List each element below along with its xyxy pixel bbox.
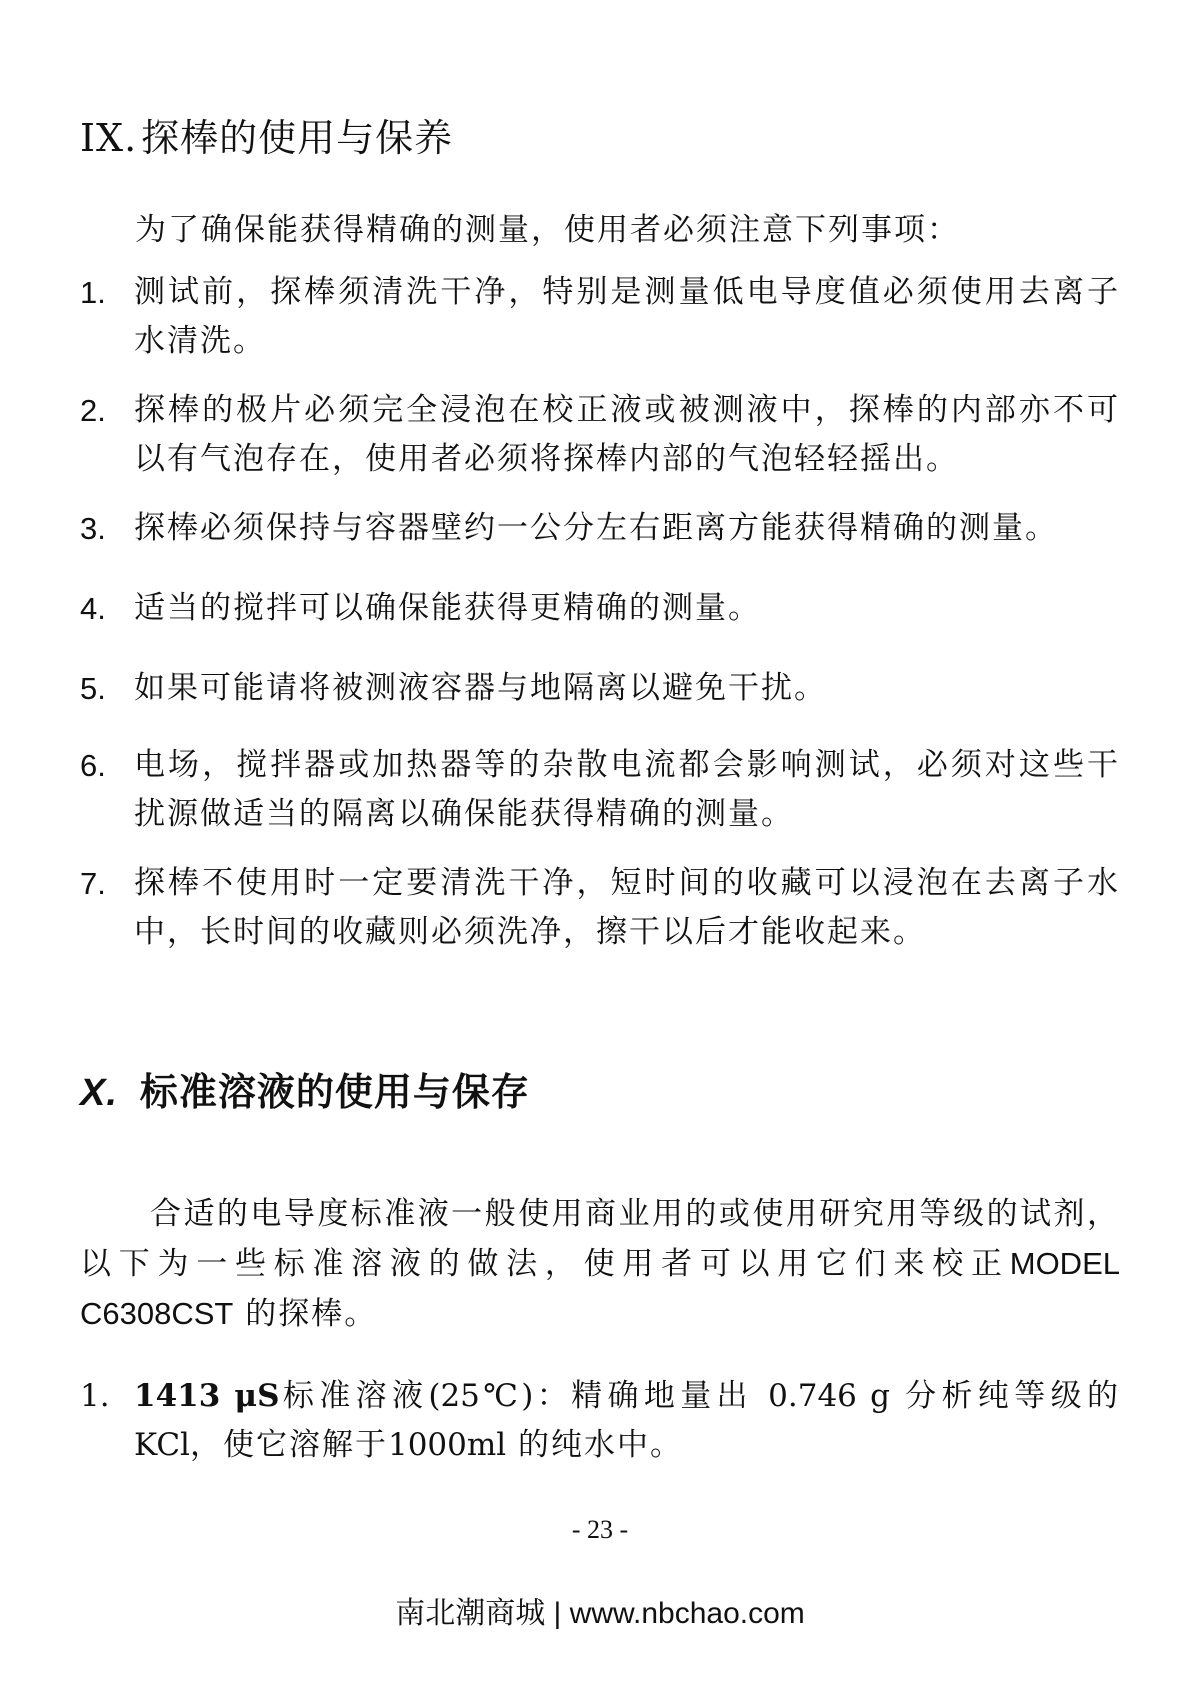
- item-text: 探棒必须保持与容器壁约一公分左右距离方能获得精确的测量。: [134, 510, 1058, 546]
- conductivity-value: 1413 μS: [134, 1378, 280, 1414]
- temperature-condition: (25℃)：: [428, 1378, 572, 1414]
- instruction-text: 分析纯等级的: [889, 1378, 1120, 1414]
- intro-text-end: 的探棒。: [233, 1296, 378, 1332]
- list-item: [80, 504, 1120, 553]
- instruction-text: ，使它溶解于: [189, 1427, 388, 1463]
- section-title-text: 探棒的使用与保养: [141, 116, 454, 160]
- model-name: MODEL C6308CST: [80, 1246, 1120, 1331]
- item-number: 1.: [80, 275, 106, 310]
- intro-text: 合适的电导度标准液一般使用商业用的或使用研究用等级的试剂，以下为一些标准溶液的做法，使用者可以用它们来校正: [80, 1196, 1120, 1282]
- item-text: 探棒的极片必须完全浸泡在校正液或被测液中，探棒的内部亦不可以有气泡存在，使用者必须将探棒内部的气泡轻轻摇出。: [134, 392, 1120, 477]
- list-item: [80, 268, 1120, 366]
- section-title-standard-solutions: [80, 1066, 530, 1119]
- item-number: 3.: [80, 511, 106, 546]
- list-item: [80, 741, 1120, 839]
- item-number: 6.: [80, 748, 106, 783]
- section-number: X.: [80, 1072, 118, 1114]
- item-text: 如果可能请将被测液容器与地隔离以避免干扰。: [134, 670, 827, 706]
- section-number: IX.: [80, 116, 138, 160]
- list-item: [80, 664, 1120, 713]
- item-text: 探棒不使用时一定要清洗干净，短时间的收藏可以浸泡在去离子水中，长时间的收藏则必须洗净，擦干以后才能收起来。: [134, 865, 1120, 950]
- compound-name: KCl: [134, 1427, 190, 1463]
- list-item: [80, 584, 1120, 633]
- item-number: 5.: [80, 671, 106, 706]
- section-title-probe-care: [80, 112, 453, 164]
- item-number: 7.: [80, 866, 106, 901]
- page-number: - 23 -: [571, 1515, 629, 1544]
- section-title-text: 标准溶液的使用与保存: [139, 1070, 530, 1114]
- item-number: 1.: [80, 1378, 110, 1414]
- instruction-text: 的纯水中。: [506, 1427, 684, 1463]
- item-text: [134, 1372, 1120, 1470]
- list-item: [80, 1372, 1120, 1470]
- item-text: 测试前，探棒须清洗干净，特别是测量低电导度值必须使用去离子水清洗。: [134, 274, 1120, 359]
- solution-label: 标准溶液: [279, 1378, 429, 1414]
- mass-value: 0.746 g: [768, 1378, 890, 1414]
- item-text: 电场，搅拌器或加热器等的杂散电流都会影响测试，必须对这些干扰源做适当的隔离以确保能获得精确的测量。: [134, 747, 1120, 832]
- section-intro: [80, 1190, 1120, 1339]
- list-item: [80, 386, 1120, 484]
- item-number: 4.: [80, 591, 106, 626]
- volume-value: 1000ml: [387, 1427, 507, 1463]
- item-number: 2.: [80, 393, 106, 428]
- instruction-text: 精确地量出: [571, 1378, 769, 1414]
- item-text: 适当的搅拌可以确保能获得更精确的测量。: [134, 590, 761, 626]
- footer-brand: 南北潮商城 | www.nbchao.com: [395, 1597, 805, 1630]
- section-intro: 为了确保能获得精确的测量，使用者必须注意下列事项：: [135, 212, 960, 248]
- list-item: [80, 859, 1120, 957]
